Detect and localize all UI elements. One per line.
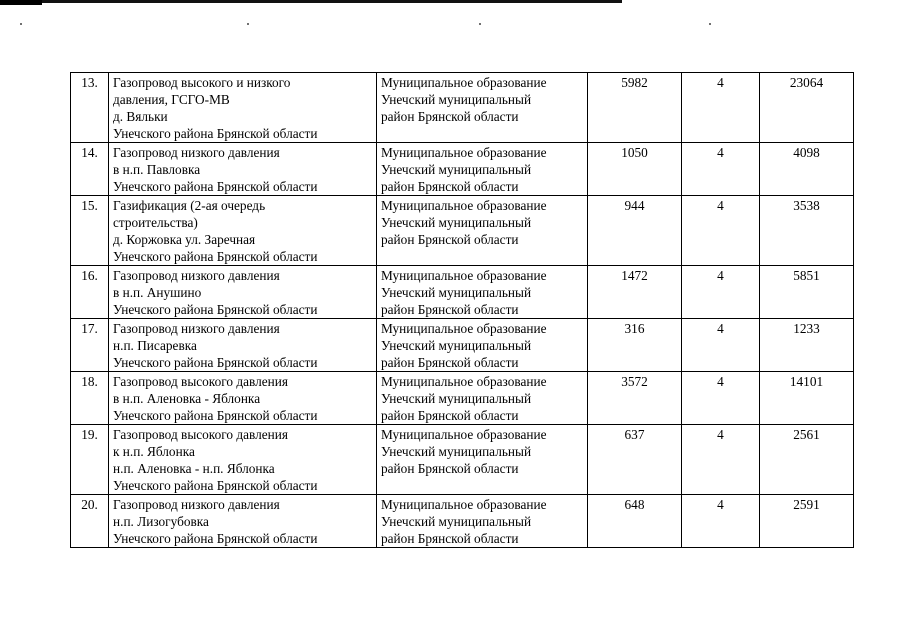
object-name-line: строительства) <box>113 215 198 230</box>
owner-cell <box>377 143 588 196</box>
object-name-line: к н.п. Яблонка <box>113 444 195 459</box>
row-number: 18. <box>81 374 98 389</box>
rate-value: 4 <box>717 198 724 213</box>
owner-line: Унечский муниципальный <box>381 391 532 406</box>
cost-value-cell <box>760 196 854 266</box>
object-name-cell <box>109 73 377 143</box>
length-value: 944 <box>624 198 645 213</box>
object-name-cell <box>109 425 377 495</box>
cost-value: 4098 <box>793 145 820 160</box>
scan-top-border <box>0 0 622 3</box>
cost-value-cell <box>760 266 854 319</box>
scan-speck <box>20 23 22 25</box>
owner-line: Муниципальное образование <box>381 497 547 512</box>
row-number: 17. <box>81 321 98 336</box>
cost-value: 2591 <box>793 497 820 512</box>
length-value-cell <box>588 196 682 266</box>
gas-pipeline-table <box>70 72 854 548</box>
object-name-line: Газификация (2-ая очередь <box>113 198 266 213</box>
object-name-line: Газопровод низкого давления <box>113 321 280 336</box>
owner-line: Унечский муниципальный <box>381 162 532 177</box>
object-name-cell <box>109 495 377 548</box>
row-number: 13. <box>81 75 98 90</box>
row-number-cell <box>71 495 109 548</box>
length-value-cell <box>588 143 682 196</box>
table-row <box>71 196 854 266</box>
object-name-line: Унечского района Брянской области <box>113 478 318 493</box>
object-name-line: в н.п. Павловка <box>113 162 201 177</box>
row-number: 14. <box>81 145 98 160</box>
rate-value-cell <box>682 425 760 495</box>
scan-speck <box>479 23 481 25</box>
object-name-line: д. Вяльки <box>113 109 168 124</box>
object-name-line: Газопровод низкого давления <box>113 268 280 283</box>
object-name-cell <box>109 266 377 319</box>
owner-line: Муниципальное образование <box>381 427 547 442</box>
object-name-line: Унечского района Брянской области <box>113 531 318 546</box>
length-value: 1050 <box>621 145 648 160</box>
length-value: 648 <box>624 497 645 512</box>
object-name-line: н.п. Аленовка - н.п. Яблонка <box>113 461 275 476</box>
object-name-line: Газопровод высокого давления <box>113 427 288 442</box>
owner-line: Муниципальное образование <box>381 321 547 336</box>
rate-value-cell <box>682 73 760 143</box>
table-row <box>71 73 854 143</box>
owner-line: Муниципальное образование <box>381 374 547 389</box>
row-number: 15. <box>81 198 98 213</box>
length-value-cell <box>588 266 682 319</box>
rate-value-cell <box>682 372 760 425</box>
scan-top-border-mark <box>0 0 42 5</box>
owner-line: Унечский муниципальный <box>381 215 532 230</box>
row-number: 20. <box>81 497 98 512</box>
object-name-line: Унечского района Брянской области <box>113 408 318 423</box>
object-name-line: Унечского района Брянской области <box>113 249 318 264</box>
cost-value: 14101 <box>789 374 824 389</box>
object-name-line: н.п. Писаревка <box>113 338 197 353</box>
table-row <box>71 425 854 495</box>
object-name-line: в н.п. Аленовка - Яблонка <box>113 391 261 406</box>
owner-line: район Брянской области <box>381 302 519 317</box>
object-name-line: Унечского района Брянской области <box>113 126 318 141</box>
object-name-cell <box>109 372 377 425</box>
object-name-cell <box>109 319 377 372</box>
object-name-line: Газопровод низкого давления <box>113 145 280 160</box>
owner-line: район Брянской области <box>381 461 519 476</box>
cost-value: 5851 <box>793 268 820 283</box>
length-value-cell <box>588 319 682 372</box>
object-name-line: Унечского района Брянской области <box>113 302 318 317</box>
owner-line: Унечский муниципальный <box>381 338 532 353</box>
length-value-cell <box>588 73 682 143</box>
rate-value: 4 <box>717 497 724 512</box>
length-value-cell <box>588 495 682 548</box>
owner-cell <box>377 495 588 548</box>
cost-value-cell <box>760 73 854 143</box>
rate-value: 4 <box>717 75 724 90</box>
object-name-line: Газопровод низкого давления <box>113 497 280 512</box>
rate-value: 4 <box>717 321 724 336</box>
owner-cell <box>377 266 588 319</box>
cost-value-cell <box>760 319 854 372</box>
table-row <box>71 266 854 319</box>
object-name-line: Газопровод высокого давления <box>113 374 288 389</box>
row-number: 19. <box>81 427 98 442</box>
row-number-cell <box>71 425 109 495</box>
object-name-cell <box>109 143 377 196</box>
rate-value-cell <box>682 495 760 548</box>
length-value-cell <box>588 425 682 495</box>
owner-line: Унечский муниципальный <box>381 444 532 459</box>
object-name-line: Газопровод высокого и низкого <box>113 75 291 90</box>
rate-value: 4 <box>717 374 724 389</box>
length-value: 5982 <box>621 75 648 90</box>
rate-value-cell <box>682 143 760 196</box>
object-name-line: давления, ГСГО-МВ <box>113 92 230 107</box>
table-row <box>71 372 854 425</box>
table-body <box>71 73 854 548</box>
object-name-line: Унечского района Брянской области <box>113 179 318 194</box>
owner-cell <box>377 73 588 143</box>
object-name-line: н.п. Лизогубовка <box>113 514 209 529</box>
owner-line: Муниципальное образование <box>381 198 547 213</box>
rate-value-cell <box>682 196 760 266</box>
owner-line: район Брянской области <box>381 232 519 247</box>
cost-value-cell <box>760 372 854 425</box>
length-value: 3572 <box>621 374 648 389</box>
row-number-cell <box>71 372 109 425</box>
length-value-cell <box>588 372 682 425</box>
owner-line: Муниципальное образование <box>381 75 547 90</box>
rate-value: 4 <box>717 268 724 283</box>
owner-line: Унечский муниципальный <box>381 92 532 107</box>
owner-cell <box>377 372 588 425</box>
row-number-cell <box>71 143 109 196</box>
rate-value-cell <box>682 266 760 319</box>
rate-value-cell <box>682 319 760 372</box>
owner-line: Муниципальное образование <box>381 145 547 160</box>
cost-value: 2561 <box>793 427 820 442</box>
table-row <box>71 319 854 372</box>
owner-line: район Брянской области <box>381 531 519 546</box>
object-name-cell <box>109 196 377 266</box>
owner-line: район Брянской области <box>381 408 519 423</box>
owner-line: Унечский муниципальный <box>381 514 532 529</box>
row-number-cell <box>71 266 109 319</box>
owner-line: Унечский муниципальный <box>381 285 532 300</box>
owner-line: район Брянской области <box>381 179 519 194</box>
rate-value: 4 <box>717 427 724 442</box>
object-name-line: д. Коржовка ул. Заречная <box>113 232 256 247</box>
length-value: 316 <box>624 321 645 336</box>
owner-cell <box>377 319 588 372</box>
owner-line: Муниципальное образование <box>381 268 547 283</box>
owner-line: район Брянской области <box>381 355 519 370</box>
cost-value: 3538 <box>793 198 820 213</box>
table-row <box>71 143 854 196</box>
row-number-cell <box>71 196 109 266</box>
cost-value: 23064 <box>789 75 824 90</box>
length-value: 637 <box>624 427 645 442</box>
cost-value-cell <box>760 143 854 196</box>
length-value: 1472 <box>621 268 648 283</box>
row-number-cell <box>71 73 109 143</box>
rate-value: 4 <box>717 145 724 160</box>
cost-value-cell <box>760 495 854 548</box>
cost-value-cell <box>760 425 854 495</box>
owner-cell <box>377 196 588 266</box>
scan-speck <box>709 23 711 25</box>
owner-line: район Брянской области <box>381 109 519 124</box>
table-row <box>71 495 854 548</box>
object-name-line: Унечского района Брянской области <box>113 355 318 370</box>
scan-speck <box>247 23 249 25</box>
cost-value: 1233 <box>793 321 820 336</box>
owner-cell <box>377 425 588 495</box>
row-number-cell <box>71 319 109 372</box>
object-name-line: в н.п. Анушино <box>113 285 202 300</box>
row-number: 16. <box>81 268 98 283</box>
